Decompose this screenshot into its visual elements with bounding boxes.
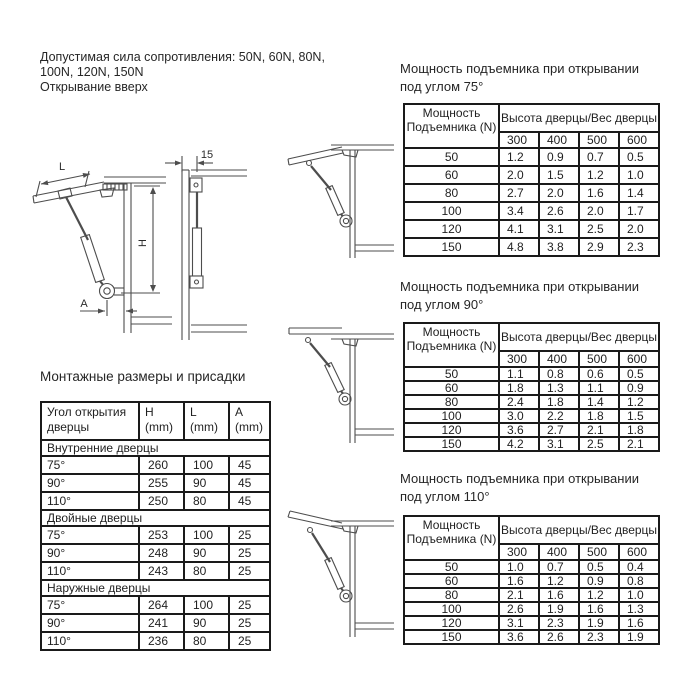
ratio-cell: 1.6 xyxy=(539,588,579,602)
power-cell: 120 xyxy=(404,220,499,238)
ratio-cell: 2.6 xyxy=(499,602,539,616)
mounting-row xyxy=(41,526,270,544)
dim-label-L: L xyxy=(58,161,66,173)
power-row xyxy=(404,395,659,409)
width-header: 300 xyxy=(499,351,539,367)
ratio-cell: 3.0 xyxy=(499,409,539,423)
mounting-section-label: Внутренние дверцы xyxy=(41,440,270,456)
value-cell: 100 xyxy=(184,596,229,614)
value-cell: 25 xyxy=(229,562,270,580)
angle-cell: 75° xyxy=(41,596,139,614)
power-cell: 100 xyxy=(404,602,499,616)
angle-cell: 75° xyxy=(41,526,139,544)
power-row xyxy=(404,381,659,395)
ratio-cell: 1.8 xyxy=(539,395,579,409)
value-cell: 243 xyxy=(139,562,184,580)
ratio-cell: 1.8 xyxy=(619,423,659,437)
ratio-cell: 1.3 xyxy=(539,381,579,395)
width-header: 600 xyxy=(619,544,659,560)
value-cell: 25 xyxy=(229,632,270,650)
value-cell: 25 xyxy=(229,544,270,562)
mounting-row xyxy=(41,614,270,632)
width-header: 600 xyxy=(619,351,659,367)
title-line: Мощность подъемника при открывании xyxy=(400,471,639,486)
ratio-cell: 0.9 xyxy=(619,381,659,395)
ratio-cell: 0.6 xyxy=(579,367,619,381)
ratio-cell: 2.7 xyxy=(499,184,539,202)
ratio-cell: 2.3 xyxy=(539,616,579,630)
power-header-right: Высота дверцы/Вес дверцы xyxy=(499,323,659,351)
ratio-cell: 3.6 xyxy=(499,630,539,644)
value-cell: 25 xyxy=(229,526,270,544)
value-cell: 253 xyxy=(139,526,184,544)
power-header-left: Мощность Подъемника (N) xyxy=(404,516,499,560)
intro-line-force2: 100N, 120N, 150N xyxy=(40,65,144,79)
power-cell: 50 xyxy=(404,367,499,381)
ratio-cell: 1.7 xyxy=(619,202,659,220)
ratio-cell: 2.4 xyxy=(499,395,539,409)
ratio-cell: 0.4 xyxy=(619,560,659,574)
title-line: под углом 90° xyxy=(400,297,484,312)
power-cell: 150 xyxy=(404,630,499,644)
power-table-body xyxy=(404,367,659,451)
value-cell: 25 xyxy=(229,596,270,614)
ratio-cell: 1.3 xyxy=(619,602,659,616)
ratio-cell: 1.2 xyxy=(499,148,539,166)
ratio-cell: 3.1 xyxy=(539,220,579,238)
ratio-cell: 1.1 xyxy=(579,381,619,395)
mounting-table-body xyxy=(41,440,270,650)
ratio-cell: 1.6 xyxy=(499,574,539,588)
ratio-cell: 0.5 xyxy=(619,148,659,166)
value-cell: 90 xyxy=(184,474,229,492)
value-cell: 100 xyxy=(184,526,229,544)
ratio-cell: 2.7 xyxy=(539,423,579,437)
ratio-cell: 1.6 xyxy=(619,616,659,630)
power-title-90 xyxy=(400,278,672,314)
ratio-cell: 0.9 xyxy=(579,574,619,588)
value-cell: 236 xyxy=(139,632,184,650)
ratio-cell: 3.1 xyxy=(499,616,539,630)
ratio-cell: 1.0 xyxy=(619,166,659,184)
ratio-cell: 2.1 xyxy=(499,588,539,602)
power-header-row xyxy=(404,104,659,132)
col-label: L xyxy=(190,405,197,419)
mounting-title: Монтажные размеры и присадки xyxy=(40,369,246,384)
title-line: под углом 110° xyxy=(400,489,490,504)
value-cell: 45 xyxy=(229,492,270,510)
ratio-cell: 0.7 xyxy=(579,148,619,166)
ratio-cell: 2.0 xyxy=(579,202,619,220)
ratio-cell: 1.5 xyxy=(539,166,579,184)
power-cell: 150 xyxy=(404,437,499,451)
dim-label-15: 15 xyxy=(200,149,214,161)
ratio-cell: 4.8 xyxy=(499,238,539,256)
intro-text xyxy=(40,50,325,95)
ratio-cell: 0.7 xyxy=(539,560,579,574)
angle-column-header: Угол открытия дверцы xyxy=(41,402,139,440)
value-cell: 260 xyxy=(139,456,184,474)
width-header: 600 xyxy=(619,132,659,148)
l-column-header xyxy=(184,402,229,440)
mounting-row xyxy=(41,474,270,492)
power-cell: 60 xyxy=(404,574,499,588)
width-header: 500 xyxy=(579,544,619,560)
ratio-cell: 1.9 xyxy=(579,616,619,630)
h-column-header xyxy=(139,402,184,440)
width-header: 400 xyxy=(539,351,579,367)
power-table-body xyxy=(404,560,659,644)
value-cell: 248 xyxy=(139,544,184,562)
ratio-cell: 2.3 xyxy=(579,630,619,644)
power-title-75 xyxy=(400,60,672,96)
ratio-cell: 3.1 xyxy=(539,437,579,451)
ratio-cell: 1.4 xyxy=(579,395,619,409)
angle-cell: 75° xyxy=(41,456,139,474)
power-table-body xyxy=(404,148,659,256)
power-header-row xyxy=(404,323,659,351)
power-cell: 80 xyxy=(404,588,499,602)
value-cell: 45 xyxy=(229,474,270,492)
power-header-row xyxy=(404,516,659,544)
intro-line-direction: Открывание вверх xyxy=(40,80,148,94)
mounting-section-row xyxy=(41,440,270,456)
ratio-cell: 0.8 xyxy=(619,574,659,588)
power-cell: 120 xyxy=(404,616,499,630)
power-header-right: Высота дверцы/Вес дверцы xyxy=(499,104,659,132)
ratio-cell: 2.6 xyxy=(539,630,579,644)
power-title-110 xyxy=(400,470,672,506)
mounting-row xyxy=(41,562,270,580)
mounting-section-row xyxy=(41,580,270,596)
intro-line-force: Допустимая сила сопротивления: 50N, 60N, 80N, xyxy=(40,50,325,64)
title-line: под углом 75° xyxy=(400,79,484,94)
ratio-cell: 1.0 xyxy=(499,560,539,574)
mounting-header-row xyxy=(41,402,270,440)
ratio-cell: 2.0 xyxy=(619,220,659,238)
ratio-cell: 1.2 xyxy=(619,395,659,409)
ratio-cell: 1.1 xyxy=(499,367,539,381)
value-cell: 250 xyxy=(139,492,184,510)
angle-cell: 90° xyxy=(41,544,139,562)
ratio-cell: 1.2 xyxy=(579,588,619,602)
power-cell: 100 xyxy=(404,202,499,220)
ratio-cell: 1.5 xyxy=(619,409,659,423)
angle-diagram-110 xyxy=(283,486,395,638)
power-row xyxy=(404,409,659,423)
ratio-cell: 2.1 xyxy=(619,437,659,451)
width-header: 300 xyxy=(499,132,539,148)
power-cell: 60 xyxy=(404,166,499,184)
power-row xyxy=(404,367,659,381)
title-line: Мощность подъемника при открывании xyxy=(400,61,639,76)
ratio-cell: 3.6 xyxy=(499,423,539,437)
power-cell: 50 xyxy=(404,560,499,574)
value-cell: 264 xyxy=(139,596,184,614)
mounting-section-label: Наружные дверцы xyxy=(41,580,270,596)
col-label: H xyxy=(145,405,154,419)
power-cell: 100 xyxy=(404,409,499,423)
power-row xyxy=(404,148,659,166)
value-cell: 80 xyxy=(184,632,229,650)
width-header: 300 xyxy=(499,544,539,560)
power-row xyxy=(404,588,659,602)
ratio-cell: 0.8 xyxy=(539,367,579,381)
ratio-cell: 1.8 xyxy=(579,409,619,423)
width-header: 500 xyxy=(579,351,619,367)
power-cell: 150 xyxy=(404,238,499,256)
ratio-cell: 1.9 xyxy=(539,602,579,616)
angle-cell: 110° xyxy=(41,562,139,580)
ratio-cell: 4.2 xyxy=(499,437,539,451)
ratio-cell: 3.4 xyxy=(499,202,539,220)
open-flap-drawing xyxy=(33,161,172,333)
dim-label-H: H xyxy=(137,239,149,247)
power-row xyxy=(404,184,659,202)
power-cell: 80 xyxy=(404,184,499,202)
mounting-section-row xyxy=(41,510,270,526)
col-unit: (mm) xyxy=(190,420,218,434)
power-header-left: Мощность Подъемника (N) xyxy=(404,323,499,367)
angle-cell: 110° xyxy=(41,492,139,510)
ratio-cell: 2.6 xyxy=(539,202,579,220)
ratio-cell: 1.0 xyxy=(619,588,659,602)
ratio-cell: 1.6 xyxy=(579,184,619,202)
value-cell: 90 xyxy=(184,614,229,632)
ratio-cell: 2.9 xyxy=(579,238,619,256)
power-row xyxy=(404,437,659,451)
power-table-110 xyxy=(403,515,660,645)
power-header-left: Мощность Подъемника (N) xyxy=(404,104,499,148)
mounting-table xyxy=(40,401,271,651)
mounting-row xyxy=(41,456,270,474)
power-row xyxy=(404,574,659,588)
mounting-row xyxy=(41,596,270,614)
value-cell: 45 xyxy=(229,456,270,474)
mounting-row xyxy=(41,632,270,650)
width-header: 500 xyxy=(579,132,619,148)
angle-diagram-75 xyxy=(283,136,395,266)
mounting-row xyxy=(41,544,270,562)
power-row xyxy=(404,166,659,184)
value-cell: 90 xyxy=(184,544,229,562)
width-header: 400 xyxy=(539,132,579,148)
col-unit: (mm) xyxy=(235,420,263,434)
ratio-cell: 1.2 xyxy=(579,166,619,184)
power-row xyxy=(404,202,659,220)
ratio-cell: 2.5 xyxy=(579,220,619,238)
power-row xyxy=(404,616,659,630)
width-header: 400 xyxy=(539,544,579,560)
ratio-cell: 0.5 xyxy=(619,367,659,381)
ratio-cell: 2.0 xyxy=(499,166,539,184)
col-label: A xyxy=(235,405,244,419)
power-row xyxy=(404,630,659,644)
installation-diagram xyxy=(18,140,250,345)
value-cell: 80 xyxy=(184,492,229,510)
ratio-cell: 1.6 xyxy=(579,602,619,616)
ratio-cell: 1.9 xyxy=(619,630,659,644)
angle-diagram-90 xyxy=(283,308,395,448)
power-cell: 50 xyxy=(404,148,499,166)
ratio-cell: 4.1 xyxy=(499,220,539,238)
ratio-cell: 2.0 xyxy=(539,184,579,202)
ratio-cell: 0.5 xyxy=(579,560,619,574)
power-header-right: Высота дверцы/Вес дверцы xyxy=(499,516,659,544)
value-cell: 100 xyxy=(184,456,229,474)
ratio-cell: 2.3 xyxy=(619,238,659,256)
power-row xyxy=(404,220,659,238)
power-table-75 xyxy=(403,103,660,257)
power-row xyxy=(404,238,659,256)
value-cell: 80 xyxy=(184,562,229,580)
value-cell: 255 xyxy=(139,474,184,492)
mounting-row xyxy=(41,492,270,510)
angle-cell: 90° xyxy=(41,614,139,632)
mounting-section-label: Двойные дверцы xyxy=(41,510,270,526)
title-line: Мощность подъемника при открывании xyxy=(400,279,639,294)
ratio-cell: 3.8 xyxy=(539,238,579,256)
power-cell: 80 xyxy=(404,395,499,409)
ratio-cell: 1.4 xyxy=(619,184,659,202)
power-table-90 xyxy=(403,322,660,452)
dim-label-A: A xyxy=(80,298,88,310)
power-cell: 120 xyxy=(404,423,499,437)
angle-cell: 90° xyxy=(41,474,139,492)
a-column-header xyxy=(229,402,270,440)
ratio-cell: 2.5 xyxy=(579,437,619,451)
value-cell: 241 xyxy=(139,614,184,632)
ratio-cell: 2.2 xyxy=(539,409,579,423)
col-unit: (mm) xyxy=(145,420,173,434)
power-cell: 60 xyxy=(404,381,499,395)
ratio-cell: 0.9 xyxy=(539,148,579,166)
power-row xyxy=(404,423,659,437)
power-row xyxy=(404,602,659,616)
ratio-cell: 2.1 xyxy=(579,423,619,437)
ratio-cell: 1.2 xyxy=(539,574,579,588)
power-row xyxy=(404,560,659,574)
closed-flap-drawing xyxy=(165,149,247,340)
ratio-cell: 1.8 xyxy=(499,381,539,395)
angle-cell: 110° xyxy=(41,632,139,650)
value-cell: 25 xyxy=(229,614,270,632)
gas-strut xyxy=(58,188,124,299)
